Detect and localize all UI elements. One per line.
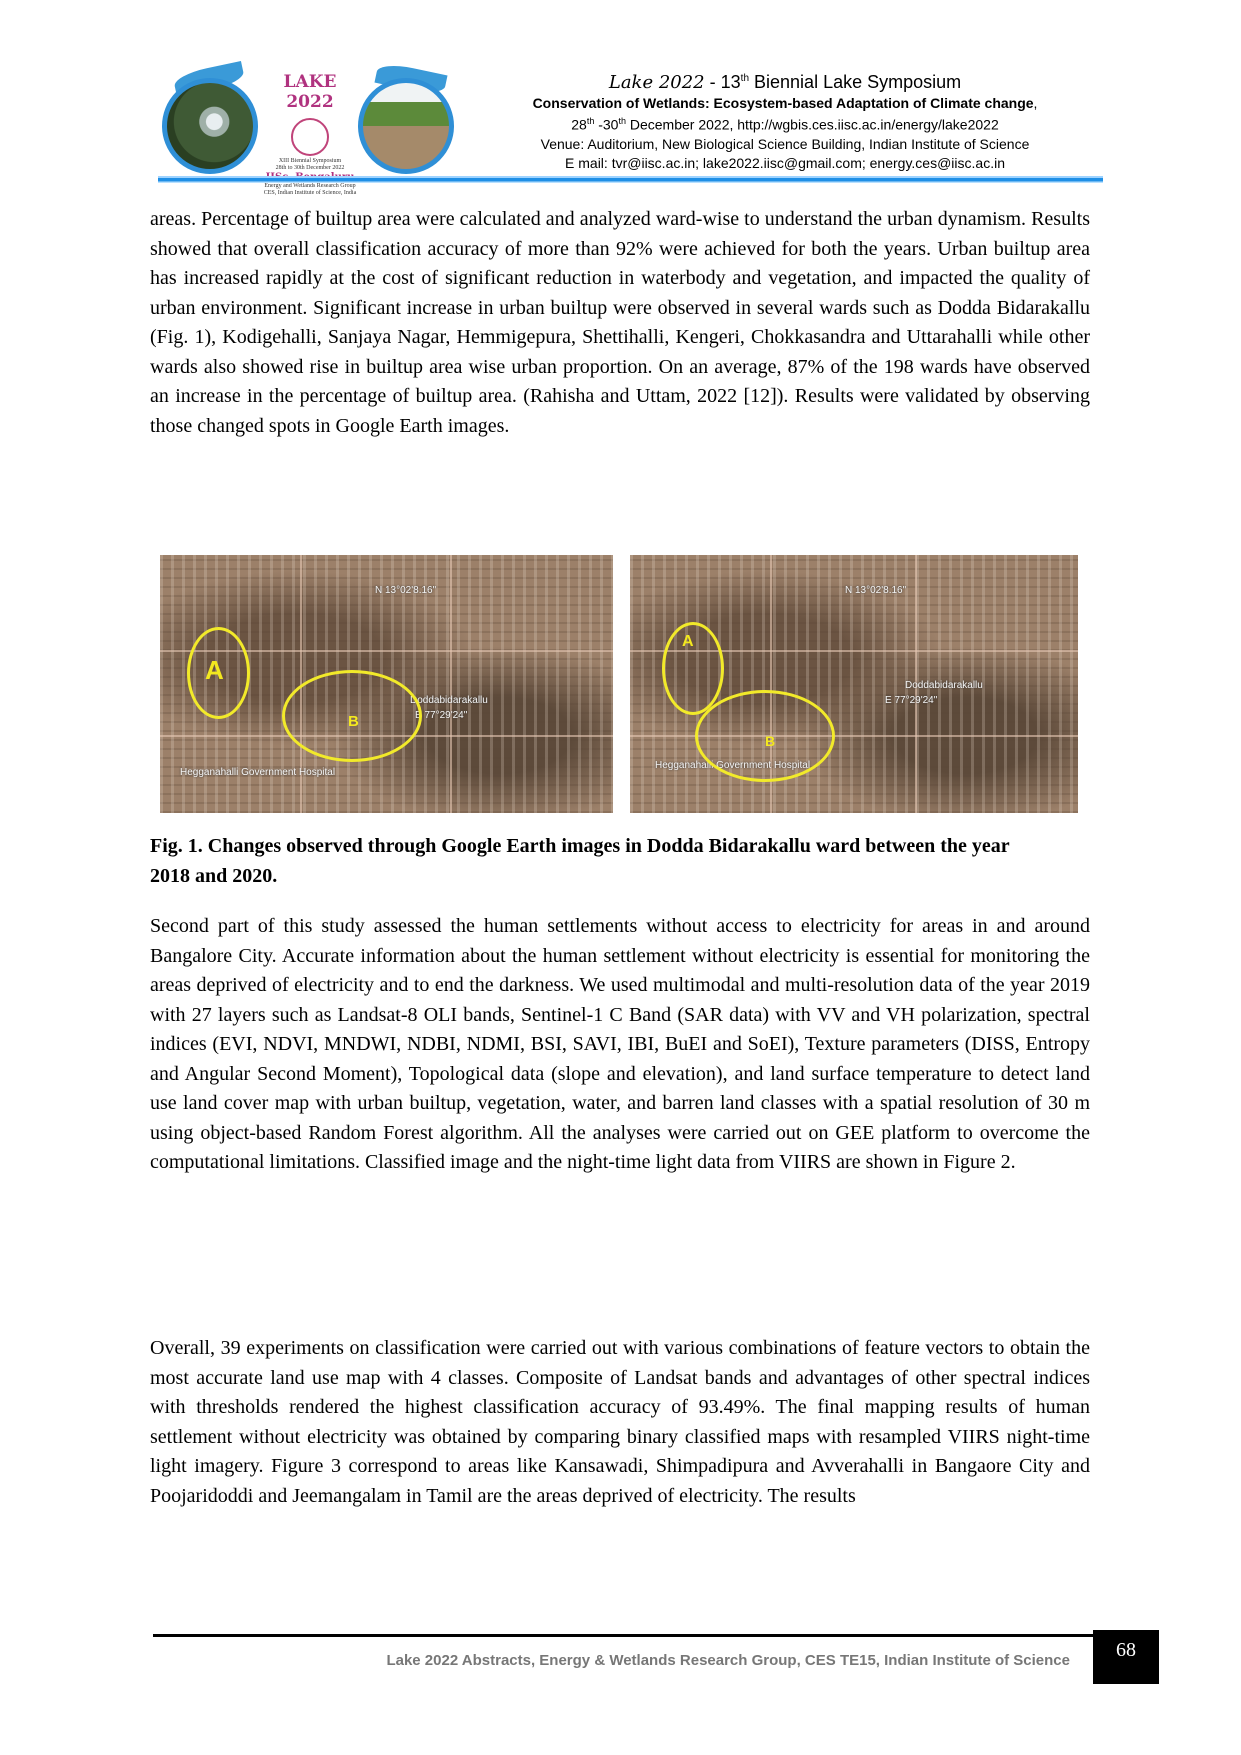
footer-divider	[153, 1634, 1093, 1637]
logo-line2: 28th to 30th December 2022	[275, 165, 345, 171]
hospital-label: Hegganahalli Government Hospital	[180, 767, 336, 778]
footer-text: Lake 2022 Abstracts, Energy & Wetlands Research Group, CES TE15, Indian Institute of Science	[386, 1652, 1070, 1669]
logo-line1: XIII Biennial Symposium	[278, 158, 342, 164]
lake-2022-logo	[162, 68, 462, 196]
coord-east: E 77°29'24"	[415, 710, 468, 721]
logo-line4: CES, Indian Institute of Science, India	[263, 190, 357, 196]
paragraph-2: Second part of this study assessed the human settlements without access to electricity for areas in and around Bangalore City. Accurate information about the human settlement without electricity is essential for monitoring the areas deprived of electricity and to end the darkness. We used multimodal and multi-resolution data of the year 2019 with 27 layers such as Landsat-8 OLI bands, Sentinel-1 C Band (SAR data) with VV and VH polarization, spectral indices (EVI, NDVI, MNDWI, NDBI, NDMI, BSI, SAVI, IBI, BuEI and SoEI), Texture parameters (DISS, Entropy and Angular Second Moment), Topological data (slope and elevation), and land surface temperature to detect land use land cover map with urban builtup, vegetation, water, and barren land classes with a spatial resolution of 30 m using object-based Random Forest algorithm. All the analyses were carried out on GEE platform to overcome the computational limitations. Classified image and the night-time light data from VIIRS are shown in Figure 2.	[150, 915, 1090, 1173]
waterfall-image	[162, 78, 258, 174]
symposium-title: Lake 2022 - 13th Biennial Lake Symposium	[608, 72, 962, 93]
coord-north: N 13°02'8.16"	[375, 585, 437, 596]
header-text	[470, 68, 1100, 173]
page-number: 68	[1093, 1630, 1159, 1684]
figure-image-2018	[160, 555, 613, 813]
coord-north: N 13°02'8.16"	[845, 585, 907, 596]
wetland-image	[358, 78, 454, 174]
symposium-venue: Venue: Auditorium, New Biological Science Building, Indian Institute of Science	[540, 135, 1030, 152]
figure-image-2020	[630, 555, 1078, 813]
logo-center	[262, 68, 358, 196]
paragraph-1: areas. Percentage of builtup area were calculated and analyzed ward-wise to understand the urban dynamism. Results showed that overall classification accuracy of more than 92% were achieved for both the years. Urban builtup area has increased rapidly at the cost of significant reduction in waterbody and vegetation, and impacted the quality of urban environment. Significant increase in urban builtup were observed in several wards such as Dodda Bidarakallu (Fig. 1), Kodigehalli, Sanjaya Nagar, Hemmigepura, Shettihalli, Kengeri, Chokkasandra and Uttarahalli while other wards also showed rise in builtup area wise urban proportion. On an average, 87% of the 198 wards have observed an increase in the percentage of builtup area. (Rahisha and Uttam, 2022 [12]). Results were validated by observing those changed spots in Google Earth images.	[150, 208, 1090, 437]
label-a: A	[682, 633, 694, 650]
place-label: Doddabidarakallu	[905, 680, 983, 691]
label-b: B	[348, 713, 359, 730]
hospital-label: Hegganahalli Government Hospital	[655, 760, 811, 771]
symposium-subtitle: Conservation of Wetlands: Ecosystem-based Adaptation of Climate change,	[532, 95, 1038, 111]
paragraph-3: Overall, 39 experiments on classification were carried out with various combinations of feature vectors to obtain the most accurate land use map with 4 classes. Composite of Landsat bands and advantages of other spectral indices with thresholds rendered the highest classification accuracy of 93.49%. The final mapping results of human settlement without electricity was obtained by comparing binary classified maps with resampled VIIRS night-time light imagery. Figure 3 correspond to areas like Kansawadi, Shimpadipura and Avverahalli in Bangaore City and Poojaridoddi and Jeemangalam in Tamil are the areas deprived of electricity. The results	[150, 1337, 1090, 1507]
label-b: B	[765, 733, 776, 749]
coord-east: E 77°29'24"	[885, 695, 938, 706]
label-a: A	[205, 655, 224, 685]
header-divider	[158, 176, 1103, 183]
symposium-date-url: 28th -30th December 2022, http://wgbis.ces.iisc.ac.in/energy/lake2022	[571, 116, 999, 133]
figure-caption: Fig. 1. Changes observed through Google Earth images in Dodda Bidarakallu ward between the year 2018 and 2020.	[150, 835, 1010, 887]
symposium-email: E mail: tvr@iisc.ac.in; lake2022.iisc@gmail.com; energy.ces@iisc.ac.in	[565, 154, 1005, 171]
place-label: Doddabidarakallu	[410, 695, 488, 706]
logo-line3: Energy and Wetlands Research Group	[264, 183, 356, 189]
page-header	[150, 64, 1105, 196]
logo-title: LAKE 2022	[283, 72, 337, 112]
flamingo-emblem-icon	[291, 118, 329, 156]
